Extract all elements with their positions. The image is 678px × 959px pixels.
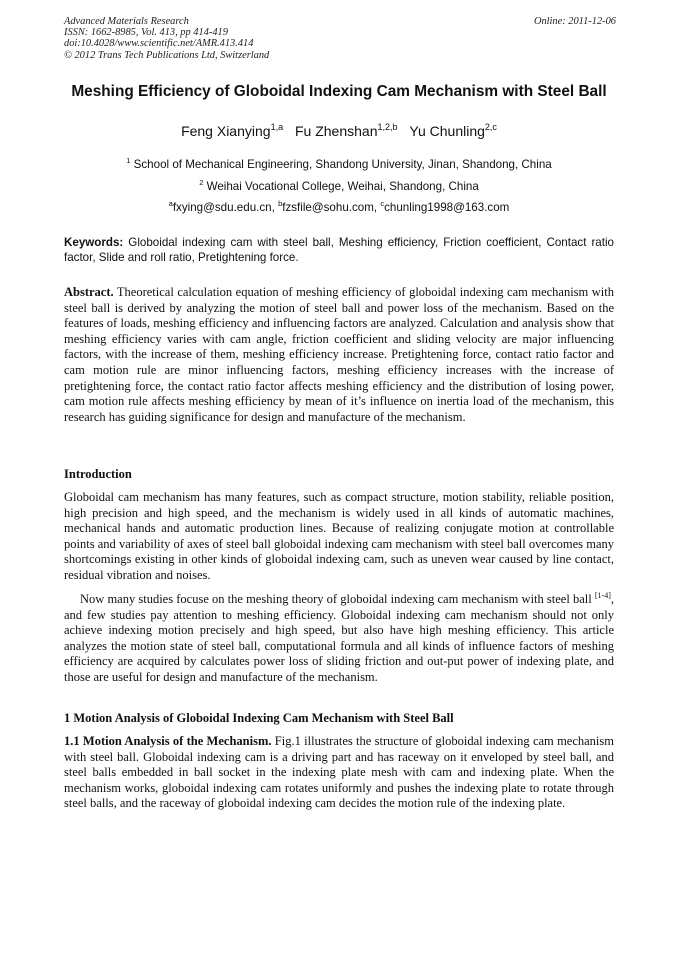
email-address: fzsfile@sohu.com, xyxy=(282,201,381,214)
affiliation-1 xyxy=(0,158,678,171)
affiliation-marker: 2 xyxy=(199,178,204,187)
introduction-paragraph-1: Globoidal cam mechanism has many features, such as compact structure, motion stability, reliable position, high precision and high speed, and the mechanism is widely used in all kinds of automatic machines, mechanical hands and automatic production lines. Because of realizing conjugate motion at controllable points and variability of axes of steel ball globoidal indexing cam mechanism with steel ball overcomes many shortcomings existing in other kinds of globoidal indexing cam, such as uneven wear caused by line contact, residual vibration and noises. xyxy=(64,490,614,582)
paper-title: Meshing Efficiency of Globoidal Indexing Cam Mechanism with Steel Ball xyxy=(71,83,607,100)
abstract-paragraph xyxy=(64,285,614,425)
paragraph-text: Now many studies focuse on the meshing theory of globoidal indexing cam mechanism with steel ball xyxy=(80,592,595,606)
author-name: Feng Xianying xyxy=(181,123,271,139)
abstract-label: Abstract. xyxy=(64,285,114,299)
author-list xyxy=(0,123,678,139)
affiliation-text: Weihai Vocational College, Weihai, Shandong, China xyxy=(206,180,479,193)
affiliation-2 xyxy=(0,180,678,193)
email-marker: b xyxy=(278,199,283,208)
issn-line: ISSN: 1662-8985, Vol. 413, pp 414-419 xyxy=(64,27,228,39)
author-superscript: 1,2,b xyxy=(377,122,398,132)
email-address: chunling1998@163.com xyxy=(384,201,510,214)
author-superscript: 1,a xyxy=(270,122,284,132)
author xyxy=(295,123,398,139)
author-superscript: 2,c xyxy=(484,122,497,132)
affiliation-marker: 1 xyxy=(126,156,131,165)
online-date: Online: 2011-12-06 xyxy=(533,16,616,27)
email-address: fxying@sdu.edu.cn, xyxy=(172,201,279,214)
section-1-1-paragraph xyxy=(64,734,614,812)
keywords-text: Globoidal indexing cam with steel ball, Meshing efficiency, Friction coefficient, Contact ratio factor, Slide and roll ratio, Pretightening force. xyxy=(64,236,614,264)
author xyxy=(181,123,283,139)
author xyxy=(409,123,497,139)
email-list xyxy=(0,201,678,214)
doi-line: doi:10.4028/www.scientific.net/AMR.413.414 xyxy=(64,38,254,50)
email-marker: c xyxy=(380,199,385,208)
author-name: Yu Chunling xyxy=(409,123,485,139)
introduction-paragraph-2 xyxy=(64,592,614,686)
subsection-text: Fig.1 illustrates the structure of globoidal indexing cam mechanism with steel ball. Globoidal indexing cam is a driving part and has raceway on it enveloped by steel ball, and steel balls embedded in ball socket in the indexing plate mesh with cam and indexing plate. When the mechanism works, globoidal indexing cam rotates uniformly and pushes the indexing plate to rotate through steel balls, and the raceway of globoidal indexing cam decides the motion rule of the indexing plate. xyxy=(64,734,614,811)
citation-ref: [1-4] xyxy=(594,591,611,600)
introduction-heading: Introduction xyxy=(64,467,132,481)
paragraph-text: , and few studies pay attention to meshing efficiency. Globoidal indexing cam mechanism should not only achieve indexing motion precisely and high speed, but also have high meshing efficiency. This article analyzes the motion state of steel ball, computational formula and all kinds of influence factors of meshing efficiency are acquired by calculates power loss of sliding friction and out-put power of indexing plate, and those are useful for design and manufacture of the mechanism. xyxy=(64,592,614,684)
author-name: Fu Zhenshan xyxy=(294,123,378,139)
abstract-text: Theoretical calculation equation of meshing efficiency of globoidal indexing cam mechanism with steel ball is derived by analyzing the motion of steel ball and power loss of the mechanism. Based on the features of loads, meshing efficiency and influencing factors are analyzed. Calculation and analysis show that meshing efficiency varies with cam angle, friction coefficient and sliding velocity are major influencing factors, with the increase of them, meshing efficiency increase. Pretightening force, contact ratio factor and cam motion rule are minor influencing factors, meshing efficiency increases with the increase of pretightening force, the contact ratio factor affects meshing efficiency and the distribution of losing power, cam motion rule affects meshing efficiency by mean of it’s influence on inertia load of the mechanism, this research has guiding significance for design and manufacture of the mechanism. xyxy=(64,285,614,424)
journal-name: Advanced Materials Research xyxy=(64,16,189,27)
copyright-line: © 2012 Trans Tech Publications Ltd, Switzerland xyxy=(64,49,270,61)
subsection-label: 1.1 Motion Analysis of the Mechanism. xyxy=(64,734,272,748)
affiliation-text: School of Mechanical Engineering, Shandong University, Jinan, Shandong, China xyxy=(133,158,552,171)
email-marker: a xyxy=(168,199,173,208)
section-1-heading: 1 Motion Analysis of Globoidal Indexing Cam Mechanism with Steel Ball xyxy=(64,711,454,725)
journal-header xyxy=(64,16,616,61)
keywords-block xyxy=(64,235,614,265)
keywords-label: Keywords: xyxy=(64,236,124,249)
